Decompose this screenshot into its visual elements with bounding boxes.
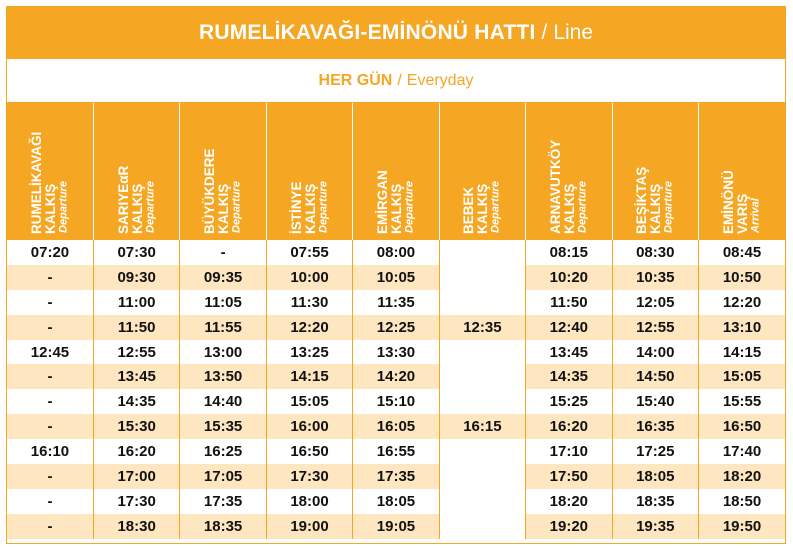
table-row xyxy=(7,340,785,365)
time-cell: 12:55 xyxy=(93,340,179,365)
time-cell: 08:15 xyxy=(526,240,612,265)
direction-english: Departure xyxy=(489,181,502,233)
time-cell: 15:35 xyxy=(180,414,266,439)
timetable xyxy=(6,6,786,544)
schedule-days-bar xyxy=(7,59,785,103)
time-cell: 19:35 xyxy=(612,514,698,539)
time-cell: 09:35 xyxy=(180,265,266,290)
time-cell: 14:40 xyxy=(180,389,266,414)
line-title: RUMELİKAVAĞI-EMİNÖNÜ HATTI xyxy=(198,21,536,44)
time-cell: 17:25 xyxy=(612,439,698,464)
time-cell: 09:30 xyxy=(93,265,179,290)
time-cell: 12:20 xyxy=(699,290,786,315)
time-cell: 18:00 xyxy=(266,489,352,514)
direction-english: Departure xyxy=(144,181,157,233)
direction-english: Departure xyxy=(403,181,416,233)
time-cell: 13:50 xyxy=(180,364,266,389)
time-cell: 16:50 xyxy=(266,439,352,464)
time-cell: 17:35 xyxy=(180,489,266,514)
time-cell: 18:20 xyxy=(699,464,786,489)
time-cell: 11:50 xyxy=(526,290,612,315)
table-row xyxy=(7,240,785,265)
time-cell: 16:35 xyxy=(612,414,698,439)
time-cell: 14:15 xyxy=(699,340,786,365)
time-cell: 15:05 xyxy=(699,364,786,389)
time-cell: 18:30 xyxy=(93,514,179,539)
time-cell: 11:00 xyxy=(93,290,179,315)
schedule-rows xyxy=(7,240,785,539)
timetable-title-bar xyxy=(7,7,785,59)
time-cell xyxy=(439,389,525,414)
header-row xyxy=(7,103,785,240)
column-header xyxy=(353,103,439,240)
time-cell: - xyxy=(7,489,93,514)
time-cell: 13:00 xyxy=(180,340,266,365)
time-cell: 12:25 xyxy=(353,315,439,340)
time-cell: 12:45 xyxy=(7,340,93,365)
time-cell: 19:20 xyxy=(526,514,612,539)
time-cell: - xyxy=(7,290,93,315)
direction-english: Departure xyxy=(316,181,329,233)
time-cell: 08:45 xyxy=(699,240,786,265)
time-cell: 14:50 xyxy=(612,364,698,389)
column-header xyxy=(439,103,525,240)
table-row xyxy=(7,389,785,414)
schedule-days: HER GÜN xyxy=(318,71,393,89)
time-cell: 11:05 xyxy=(180,290,266,315)
time-cell: 12:55 xyxy=(612,315,698,340)
stop-name: ARNAVUTKÖY xyxy=(547,139,563,234)
time-cell: 14:00 xyxy=(612,340,698,365)
direction-label: KALKIŞ xyxy=(129,183,145,234)
direction-label: KALKIŞ xyxy=(302,183,318,234)
direction-english: Arrival xyxy=(749,198,762,233)
time-cell xyxy=(439,290,525,315)
time-cell: - xyxy=(7,514,93,539)
table-row xyxy=(7,414,785,439)
time-cell: 18:35 xyxy=(180,514,266,539)
column-header xyxy=(93,103,179,240)
stop-name: EMİNÖNÜ xyxy=(721,170,737,234)
direction-english: Departure xyxy=(662,181,675,233)
direction-label: KALKIŞ xyxy=(43,183,59,234)
time-cell: 13:25 xyxy=(266,340,352,365)
time-cell xyxy=(439,489,525,514)
time-cell xyxy=(439,439,525,464)
table-row xyxy=(7,315,785,340)
time-cell xyxy=(439,464,525,489)
time-cell: 14:35 xyxy=(526,364,612,389)
time-cell: 16:00 xyxy=(266,414,352,439)
time-cell: - xyxy=(7,315,93,340)
time-cell: - xyxy=(7,389,93,414)
time-cell: 12:05 xyxy=(612,290,698,315)
time-cell: 10:00 xyxy=(266,265,352,290)
time-cell: - xyxy=(180,240,266,265)
table-row xyxy=(7,364,785,389)
time-cell: 17:10 xyxy=(526,439,612,464)
column-header xyxy=(699,103,786,240)
stop-name: BEŞİKTAŞ xyxy=(634,166,650,234)
time-cell: 15:05 xyxy=(266,389,352,414)
stop-name: RUMELİKAVAĞI xyxy=(29,131,45,234)
time-cell xyxy=(439,340,525,365)
time-cell: 15:30 xyxy=(93,414,179,439)
time-cell: 17:30 xyxy=(93,489,179,514)
time-cell: 15:55 xyxy=(699,389,786,414)
time-cell: 18:50 xyxy=(699,489,786,514)
time-cell: - xyxy=(7,464,93,489)
time-cell: 11:30 xyxy=(266,290,352,315)
table-row xyxy=(7,290,785,315)
time-cell: 18:05 xyxy=(353,489,439,514)
direction-english: Departure xyxy=(576,181,589,233)
time-cell: 10:35 xyxy=(612,265,698,290)
time-cell: 07:30 xyxy=(93,240,179,265)
time-cell: 16:50 xyxy=(699,414,786,439)
time-cell: 11:35 xyxy=(353,290,439,315)
table-row xyxy=(7,514,785,539)
time-cell: 16:15 xyxy=(439,414,525,439)
direction-label: KALKIŞ xyxy=(475,183,491,234)
time-cell: - xyxy=(7,265,93,290)
time-cell: 16:20 xyxy=(526,414,612,439)
time-cell: 17:30 xyxy=(266,464,352,489)
schedule-table xyxy=(7,103,785,539)
title-separator: / xyxy=(541,21,548,44)
schedule-days-english: Everyday xyxy=(406,71,474,89)
time-cell xyxy=(439,364,525,389)
column-header xyxy=(7,103,93,240)
table-row xyxy=(7,489,785,514)
time-cell: 11:55 xyxy=(180,315,266,340)
time-cell: 19:00 xyxy=(266,514,352,539)
time-cell: 13:10 xyxy=(699,315,786,340)
time-cell: 16:20 xyxy=(93,439,179,464)
time-cell: 14:15 xyxy=(266,364,352,389)
time-cell: 16:55 xyxy=(353,439,439,464)
time-cell: 12:35 xyxy=(439,315,525,340)
time-cell: 07:20 xyxy=(7,240,93,265)
time-cell: 08:00 xyxy=(353,240,439,265)
time-cell: 08:30 xyxy=(612,240,698,265)
time-cell: - xyxy=(7,364,93,389)
stop-name: SARIYEαR xyxy=(115,165,131,234)
time-cell: 12:20 xyxy=(266,315,352,340)
time-cell: 16:25 xyxy=(180,439,266,464)
time-cell: 17:05 xyxy=(180,464,266,489)
time-cell: 15:40 xyxy=(612,389,698,414)
direction-english: Departure xyxy=(230,181,243,233)
time-cell: 10:05 xyxy=(353,265,439,290)
time-cell: 17:40 xyxy=(699,439,786,464)
time-cell: 14:35 xyxy=(93,389,179,414)
column-header xyxy=(526,103,612,240)
column-header xyxy=(266,103,352,240)
direction-label: VARIŞ xyxy=(735,193,751,234)
stop-name: BÜYÜKDERE xyxy=(202,148,218,234)
time-cell: 17:50 xyxy=(526,464,612,489)
time-cell: 07:55 xyxy=(266,240,352,265)
days-separator: / xyxy=(397,71,402,89)
table-row xyxy=(7,265,785,290)
time-cell: 16:10 xyxy=(7,439,93,464)
time-cell: 10:50 xyxy=(699,265,786,290)
column-header xyxy=(612,103,698,240)
line-title-english: Line xyxy=(553,21,594,44)
time-cell: 19:05 xyxy=(353,514,439,539)
time-cell: 13:30 xyxy=(353,340,439,365)
time-cell: 11:50 xyxy=(93,315,179,340)
time-cell: 15:25 xyxy=(526,389,612,414)
direction-label: KALKIŞ xyxy=(389,183,405,234)
time-cell: 15:10 xyxy=(353,389,439,414)
direction-label: KALKIŞ xyxy=(562,183,578,234)
table-row xyxy=(7,464,785,489)
time-cell: - xyxy=(7,414,93,439)
time-cell: 10:20 xyxy=(526,265,612,290)
direction-english: Departure xyxy=(57,181,70,233)
time-cell: 18:05 xyxy=(612,464,698,489)
stop-name: İSTİNYE xyxy=(288,181,304,234)
direction-label: KALKIŞ xyxy=(648,183,664,234)
time-cell: 17:35 xyxy=(353,464,439,489)
time-cell: 14:20 xyxy=(353,364,439,389)
stop-name: BEBEK xyxy=(461,186,477,234)
table-row xyxy=(7,439,785,464)
time-cell: 18:35 xyxy=(612,489,698,514)
time-cell: 13:45 xyxy=(526,340,612,365)
stop-name: EMİRGAN xyxy=(375,170,391,234)
time-cell: 19:50 xyxy=(699,514,786,539)
time-cell: 16:05 xyxy=(353,414,439,439)
time-cell: 18:20 xyxy=(526,489,612,514)
column-header xyxy=(180,103,266,240)
time-cell: 12:40 xyxy=(526,315,612,340)
time-cell: 13:45 xyxy=(93,364,179,389)
time-cell xyxy=(439,514,525,539)
time-cell xyxy=(439,265,525,290)
time-cell xyxy=(439,240,525,265)
direction-label: KALKIŞ xyxy=(216,183,232,234)
time-cell: 17:00 xyxy=(93,464,179,489)
